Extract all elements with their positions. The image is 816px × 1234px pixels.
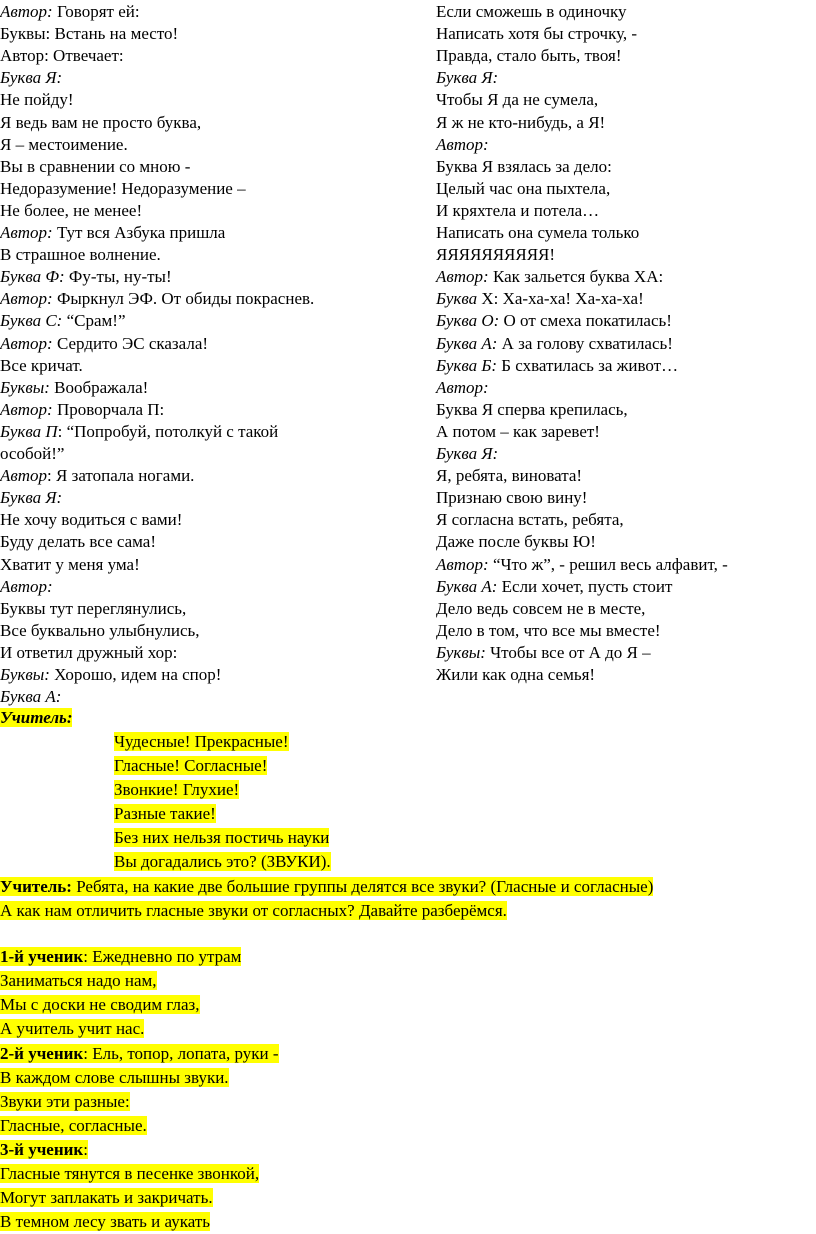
dialogue-line: [436, 288, 644, 310]
poem-text: Звонкие! Глухие!: [114, 780, 240, 799]
student-line: [0, 1163, 259, 1185]
student-line: [0, 1115, 147, 1137]
student-text: : Ежедневно по утрам: [83, 947, 242, 966]
dialogue-text: Хватит у меня ума!: [0, 554, 140, 574]
dialogue-text: особой!”: [0, 444, 65, 463]
dialogue-line: [0, 465, 194, 487]
poem-line: [114, 851, 331, 873]
student-line: [0, 970, 157, 992]
speaker-label: Буквы:: [0, 665, 50, 684]
dialogue-text: “Что ж”, - решил весь алфавит, -: [488, 554, 728, 574]
speaker-label: Буква: [436, 289, 478, 309]
poem-line: [114, 779, 239, 801]
dialogue-line: [436, 89, 598, 111]
dialogue-text: Фу-ты, ну-ты!: [64, 267, 172, 287]
speaker-label: Буква Я:: [0, 488, 63, 508]
poem-text: Разные такие!: [114, 804, 216, 823]
dialogue-line: [436, 554, 728, 576]
student-text: Гласные, согласные.: [0, 1116, 147, 1135]
speaker-label: Автор:: [0, 289, 53, 309]
dialogue-text: Все кричат.: [0, 355, 83, 375]
teacher-label: Учитель:: [0, 877, 72, 896]
student-line: [0, 1211, 210, 1233]
speaker-label: Автор:: [436, 134, 489, 154]
teacher-heading: [0, 707, 72, 729]
speaker-label: Буква А:: [0, 687, 62, 707]
dialogue-text: Не хочу водиться с вами!: [0, 510, 183, 530]
poem-text: Вы догадались это? (ЗВУКИ).: [114, 852, 331, 871]
poem-line: [114, 803, 216, 825]
dialogue-line: [0, 244, 161, 266]
speaker-label: Автор:: [0, 399, 53, 419]
student-text: Заниматься надо нам,: [0, 971, 157, 990]
dialogue-text: Х: Ха-ха-ха! Ха-ха-ха!: [477, 289, 644, 309]
dialogue-line: [0, 531, 156, 553]
dialogue-text: Вы в сравнении со мною -: [0, 156, 191, 176]
dialogue-line: [0, 200, 142, 222]
student-text: Звуки эти разные:: [0, 1092, 130, 1111]
dialogue-text: Автор: Отвечает:: [0, 46, 124, 66]
dialogue-text: Я, ребята, виновата!: [436, 466, 583, 486]
dialogue-line: [0, 487, 62, 509]
speaker-label: Буквы:: [436, 642, 486, 662]
student-line: [0, 1139, 88, 1161]
dialogue-text: Целый час она пыхтела,: [436, 178, 611, 198]
dialogue-line: [436, 531, 596, 553]
dialogue-line: [0, 134, 128, 156]
dialogue-line: [0, 421, 278, 443]
dialogue-text: В страшное волнение.: [0, 245, 161, 265]
speaker-label: Буква Я:: [436, 444, 499, 463]
student-text: В темном лесу звать и аукать: [0, 1212, 211, 1231]
dialogue-line: [436, 67, 498, 89]
dialogue-text: И кряхтела и потела…: [436, 200, 600, 220]
dialogue-text: Фыркнул ЭФ. От обиды покраснев.: [52, 289, 315, 309]
student-line: [0, 1091, 130, 1113]
dialogue-text: Написать хотя бы строчку, -: [436, 24, 638, 44]
dialogue-text: Я – местоимение.: [0, 134, 128, 154]
dialogue-text: Все буквально улыбнулись,: [0, 620, 200, 640]
speaker-label: Буква П: [0, 421, 58, 441]
dialogue-line: [0, 288, 314, 310]
dialogue-text: И ответил дружный хор:: [0, 642, 178, 662]
speaker-label: Автор:: [436, 267, 489, 287]
dialogue-line: [0, 178, 246, 200]
teacher-heading-label: Учитель:: [0, 708, 73, 727]
dialogue-text: Чтобы Я да не сумела,: [436, 90, 599, 110]
dialogue-line: [436, 156, 612, 178]
dialogue-line: [0, 89, 74, 111]
dialogue-text: Если сможешь в одиночку: [436, 2, 627, 21]
dialogue-line: [0, 355, 83, 377]
dialogue-line: [0, 576, 53, 598]
dialogue-text: Я согласна встать, ребята,: [436, 510, 624, 530]
dialogue-text: Как зальется буква ХА:: [488, 267, 664, 287]
dialogue-line: [0, 266, 172, 288]
dialogue-line: [436, 487, 587, 509]
dialogue-text: Жили как одна семья!: [436, 665, 596, 684]
dialogue-line: [0, 45, 124, 67]
dialogue-text: Не пойду!: [0, 90, 74, 110]
dialogue-line: [436, 620, 661, 642]
poem-line: [114, 827, 329, 849]
dialogue-text: Дело в том, что все мы вместе!: [436, 620, 661, 640]
speaker-label: Буква Б:: [436, 355, 498, 375]
speaker-label: Автор:: [436, 377, 489, 397]
dialogue-text: Я ведь вам не просто буква,: [0, 112, 202, 132]
poem-text: Чудесные! Прекрасные!: [114, 732, 289, 751]
speaker-label: Автор:: [0, 2, 53, 21]
dialogue-line: [0, 664, 221, 686]
poem-line: [114, 755, 267, 777]
dialogue-text: Буду делать все сама!: [0, 532, 157, 552]
dialogue-line: [0, 310, 126, 332]
dialogue-line: [0, 23, 178, 45]
dialogue-line: [0, 112, 201, 134]
dialogue-line: [0, 686, 61, 708]
student-text: Гласные тянутся в песенке звонкой,: [0, 1164, 260, 1183]
dialogue-line: [0, 620, 200, 642]
dialogue-line: [0, 554, 140, 576]
dialogue-line: [0, 443, 64, 465]
speaker-label: Автор: [0, 466, 48, 486]
dialogue-text: А потом – как заревет!: [436, 421, 600, 441]
dialogue-line: [436, 355, 678, 377]
dialogue-line: [436, 222, 639, 244]
dialogue-text: Правда, стало быть, твоя!: [436, 46, 622, 66]
teacher-question-line: [0, 900, 507, 922]
teacher-question-line: [0, 876, 653, 898]
student-text: В каждом слове слышны звуки.: [0, 1068, 229, 1087]
dialogue-line: [436, 598, 645, 620]
speaker-label: Автор:: [436, 554, 489, 574]
speaker-label: Буква Я:: [0, 68, 63, 88]
dialogue-text: Недоразумение! Недоразумение –: [0, 178, 246, 198]
poem-line: [114, 731, 289, 753]
speaker-label: Буква А:: [436, 576, 498, 596]
dialogue-text: : Я затопала ногами.: [47, 466, 195, 486]
student-text: : Ель, топор, лопата, руки -: [83, 1044, 279, 1063]
student-line: [0, 946, 241, 968]
dialogue-line: [436, 576, 672, 598]
poem-text: Без них нельзя постичь науки: [114, 828, 330, 847]
dialogue-line: [436, 642, 651, 664]
dialogue-text: “Срам!”: [62, 311, 126, 331]
dialogue-text: Б схватилась за живот…: [497, 355, 679, 375]
student-line: [0, 994, 200, 1016]
student-label: 3-й ученик: [0, 1140, 84, 1159]
student-text: :: [83, 1140, 88, 1159]
dialogue-line: [0, 333, 208, 355]
speaker-label: Буква Ф:: [0, 267, 65, 287]
dialogue-line: [436, 377, 489, 399]
speaker-label: Буква А:: [436, 333, 498, 353]
student-text: Мы с доски не сводим глаз,: [0, 995, 200, 1014]
dialogue-line: [436, 244, 555, 266]
student-line: [0, 1187, 213, 1209]
dialogue-text: Буква Я взялась за дело:: [436, 156, 612, 176]
dialogue-line: [0, 509, 182, 531]
dialogue-line: [436, 421, 600, 443]
dialogue-text: Проворчала П:: [52, 399, 165, 419]
dialogue-text: ЯЯЯЯЯЯЯЯЯЯ!: [436, 245, 556, 265]
dialogue-text: : “Попробуй, потолкуй с такой: [57, 421, 279, 441]
dialogue-line: [0, 377, 148, 399]
question-text: Ребята, на какие две большие группы делятся все звуки? (Гласные и согласные): [71, 877, 654, 896]
speaker-label: Автор:: [0, 576, 53, 596]
dialogue-text: Тут вся Азбука пришла: [52, 223, 226, 242]
dialogue-text: Написать она сумела только: [436, 223, 640, 242]
dialogue-text: Я ж не кто-нибудь, а Я!: [436, 112, 606, 132]
dialogue-line: [0, 222, 225, 244]
dialogue-text: А за голову схватилась!: [497, 333, 673, 353]
student-line: [0, 1018, 144, 1040]
dialogue-line: [436, 266, 663, 288]
dialogue-line: [436, 509, 624, 531]
dialogue-text: О от смеха покатилась!: [499, 311, 672, 331]
dialogue-line: [0, 67, 62, 89]
dialogue-line: [0, 598, 186, 620]
dialogue-line: [436, 399, 628, 421]
dialogue-line: [436, 465, 582, 487]
dialogue-line: [0, 399, 164, 421]
dialogue-line: [0, 642, 177, 664]
dialogue-text: Буквы тут переглянулись,: [0, 598, 187, 618]
dialogue-text: Даже после буквы Ю!: [436, 532, 596, 552]
speaker-label: Автор:: [0, 333, 53, 353]
dialogue-line: [436, 310, 672, 332]
dialogue-line: [436, 333, 673, 355]
dialogue-line: [436, 112, 605, 134]
dialogue-text: Чтобы все от А до Я –: [485, 642, 651, 662]
student-line: [0, 1067, 229, 1089]
dialogue-line: [436, 45, 621, 67]
dialogue-line: [436, 23, 637, 45]
dialogue-text: Не более, не менее!: [0, 200, 143, 220]
speaker-label: Автор:: [0, 223, 53, 242]
dialogue-text: Дело ведь совсем не в месте,: [436, 598, 646, 618]
dialogue-line: [436, 664, 595, 686]
dialogue-text: Признаю свою вину!: [436, 488, 588, 508]
dialogue-text: Говорят ей:: [52, 2, 140, 21]
dialogue-text: Если хочет, пусть стоит: [497, 576, 673, 596]
dialogue-text: Хорошо, идем на спор!: [49, 665, 222, 684]
speaker-label: Буква Я:: [436, 68, 499, 88]
dialogue-text: Буквы: Встань на место!: [0, 24, 179, 44]
dialogue-text: Сердито ЭС сказала!: [52, 333, 209, 353]
speaker-label: Буквы:: [0, 377, 50, 397]
student-line: [0, 1043, 279, 1065]
dialogue-line: [0, 1, 140, 23]
dialogue-line: [436, 134, 489, 156]
student-label: 1-й ученик: [0, 947, 84, 966]
dialogue-line: [436, 178, 610, 200]
student-text: А учитель учит нас.: [0, 1019, 145, 1038]
dialogue-line: [436, 443, 498, 465]
dialogue-text: Буква Я сперва крепилась,: [436, 399, 628, 419]
speaker-label: Буква О:: [436, 311, 500, 331]
dialogue-line: [0, 156, 190, 178]
speaker-label: Буква С:: [0, 311, 63, 331]
student-label: 2-й ученик: [0, 1044, 84, 1063]
student-text: Могут заплакать и закричать.: [0, 1188, 213, 1207]
dialogue-line: [436, 1, 627, 23]
question-text: А как нам отличить гласные звуки от согласных? Давайте разберёмся.: [0, 901, 507, 920]
poem-text: Гласные! Согласные!: [114, 756, 268, 775]
dialogue-text: Воображала!: [49, 377, 149, 397]
dialogue-line: [436, 200, 599, 222]
